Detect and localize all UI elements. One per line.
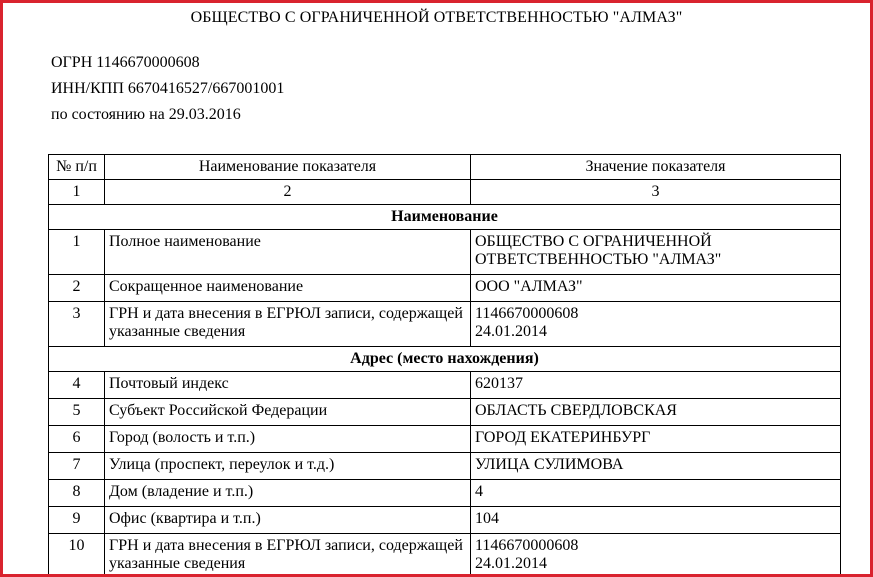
header-number: № п/п — [49, 155, 105, 180]
row-number: 7 — [49, 453, 105, 480]
row-value: 104 — [471, 507, 841, 534]
row-name: Город (волость и т.п.) — [105, 426, 471, 453]
row-number: 8 — [49, 480, 105, 507]
as-of-date-line: по состоянию на 29.03.2016 — [51, 106, 241, 123]
column-index-row — [49, 180, 841, 205]
section-title: Адрес (место нахождения) — [49, 347, 841, 372]
row-value: УЛИЦА СУЛИМОВА — [471, 453, 841, 480]
row-name: ГРН и дата внесения в ЕГРЮЛ записи, содержащей указанные сведения — [105, 534, 471, 577]
row-value — [471, 302, 841, 347]
row-name: Дом (владение и т.п.) — [105, 480, 471, 507]
column-index: 1 — [49, 180, 105, 205]
column-index: 3 — [471, 180, 841, 205]
row-number: 10 — [49, 534, 105, 577]
table-row — [49, 507, 841, 534]
header-indicator-value: Значение показателя — [471, 155, 841, 180]
row-number: 5 — [49, 399, 105, 426]
grn-number: 1146670000608 — [475, 305, 579, 322]
row-name: Улица (проспект, переулок и т.д.) — [105, 453, 471, 480]
row-name: Почтовый индекс — [105, 372, 471, 399]
document-title: ОБЩЕСТВО С ОГРАНИЧЕННОЙ ОТВЕТСТВЕННОСТЬЮ "АЛМАЗ" — [190, 9, 683, 26]
row-value: 620137 — [471, 372, 841, 399]
row-number: 1 — [49, 230, 105, 275]
row-number: 6 — [49, 426, 105, 453]
row-value: ООО "АЛМАЗ" — [471, 275, 841, 302]
ogrn-line: ОГРН 1146670000608 — [51, 54, 200, 71]
column-index: 2 — [105, 180, 471, 205]
row-value: ОБЛАСТЬ СВЕРДЛОВСКАЯ — [471, 399, 841, 426]
row-value: ГОРОД ЕКАТЕРИНБУРГ — [471, 426, 841, 453]
table-row — [49, 302, 841, 347]
inn-kpp-line: ИНН/КПП 6670416527/667001001 — [51, 80, 285, 97]
row-name: Сокращенное наименование — [105, 275, 471, 302]
grn-number: 1146670000608 — [475, 537, 579, 554]
row-value: 4 — [471, 480, 841, 507]
table-row — [49, 453, 841, 480]
table-row — [49, 372, 841, 399]
section-row-name — [49, 205, 841, 230]
row-value — [471, 534, 841, 577]
grn-date: 24.01.2014 — [475, 323, 547, 340]
row-number: 4 — [49, 372, 105, 399]
registry-table — [48, 154, 841, 577]
table-row — [49, 399, 841, 426]
row-value: ОБЩЕСТВО С ОГРАНИЧЕННОЙ ОТВЕТСТВЕННОСТЬЮ "АЛМАЗ" — [471, 230, 841, 275]
section-title: Наименование — [49, 205, 841, 230]
row-name: Полное наименование — [105, 230, 471, 275]
table-header-row — [49, 155, 841, 180]
row-name: Субъект Российской Федерации — [105, 399, 471, 426]
table-row — [49, 534, 841, 577]
table-row — [49, 275, 841, 302]
table-row — [49, 426, 841, 453]
section-row-address — [49, 347, 841, 372]
row-name: Офис (квартира и т.п.) — [105, 507, 471, 534]
table-row — [49, 480, 841, 507]
row-name: ГРН и дата внесения в ЕГРЮЛ записи, содержащей указанные сведения — [105, 302, 471, 347]
grn-date: 24.01.2014 — [475, 555, 547, 572]
header-indicator-name: Наименование показателя — [105, 155, 471, 180]
row-number: 2 — [49, 275, 105, 302]
table-row — [49, 230, 841, 275]
row-number: 3 — [49, 302, 105, 347]
row-number: 9 — [49, 507, 105, 534]
